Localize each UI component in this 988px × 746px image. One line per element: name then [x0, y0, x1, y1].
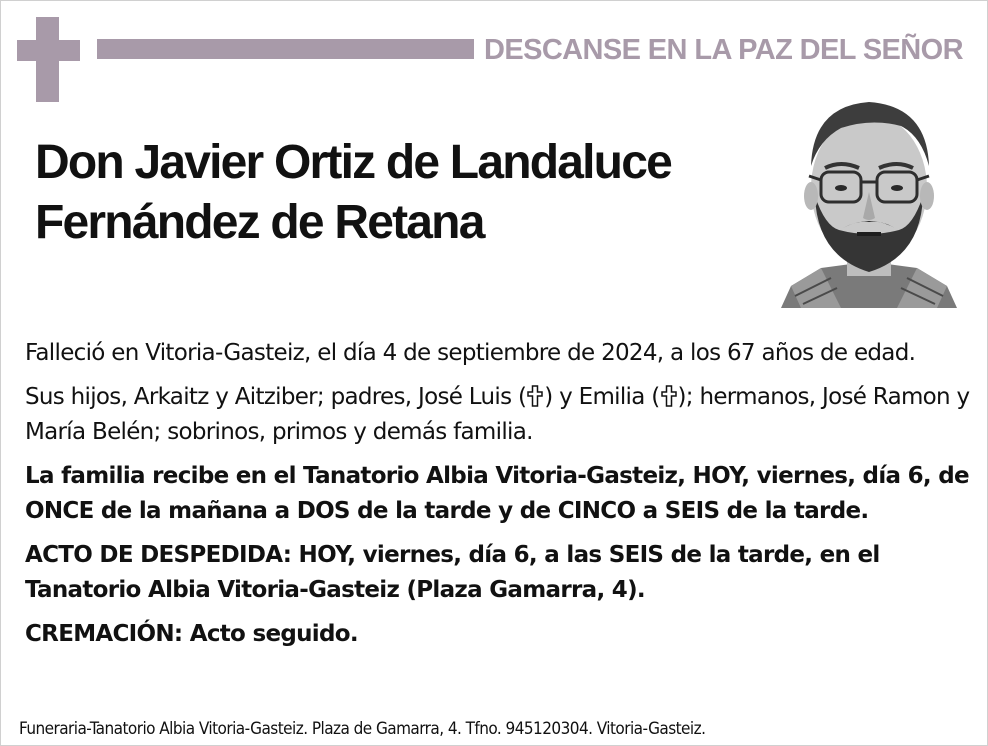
death-announcement: Falleció en Vitoria-Gasteiz, el día 4 de septiembre de 2024, a los 67 años de edad. [25, 340, 916, 366]
deceased-name [35, 133, 671, 253]
family-list-part1: Sus hijos, Arkaitz y Aitziber; padres, José Luis ( [25, 384, 527, 410]
cremation-info: CREMACIÓN: Acto seguido. [25, 621, 358, 647]
portrait-photo [781, 96, 957, 308]
notice-body [25, 336, 970, 661]
funeral-home-footer: Funeraria-Tanatorio Albia Vitoria-Gasteiz. Plaza de Gamarra, 4. Tfno. 945120304. Vitoria-Gasteiz. [19, 719, 706, 739]
family-list [25, 380, 970, 450]
deceased-cross-icon [526, 384, 544, 408]
family-list-part2: ) y Emilia ( [544, 384, 660, 410]
header-title: DESCANSE EN LA PAZ DEL SEÑOR [484, 34, 963, 66]
deceased-name-line1: Don Javier Ortiz de Landaluce [35, 136, 671, 189]
deceased-name-line2: Fernández de Retana [35, 196, 484, 249]
visitation-info: La familia recibe en el Tanatorio Albia Vitoria-Gasteiz, HOY, viernes, día 6, de ONCE de la mañana a DOS de la tarde y de CINCO a SEIS de la tarde. [25, 463, 969, 524]
header-divider-bar [97, 39, 474, 59]
deceased-cross-icon [660, 384, 678, 408]
farewell-ceremony-info: ACTO DE DESPEDIDA: HOY, viernes, día 6, a las SEIS de la tarde, en el Tanatorio Albia Vitoria-Gasteiz (Plaza Gamarra, 4). [25, 542, 880, 603]
family-list-part3: ); hermanos, José Ramon y María Belén; sobrinos, primos y demás familia. [25, 384, 970, 445]
cross-horizontal-bar [17, 40, 80, 61]
